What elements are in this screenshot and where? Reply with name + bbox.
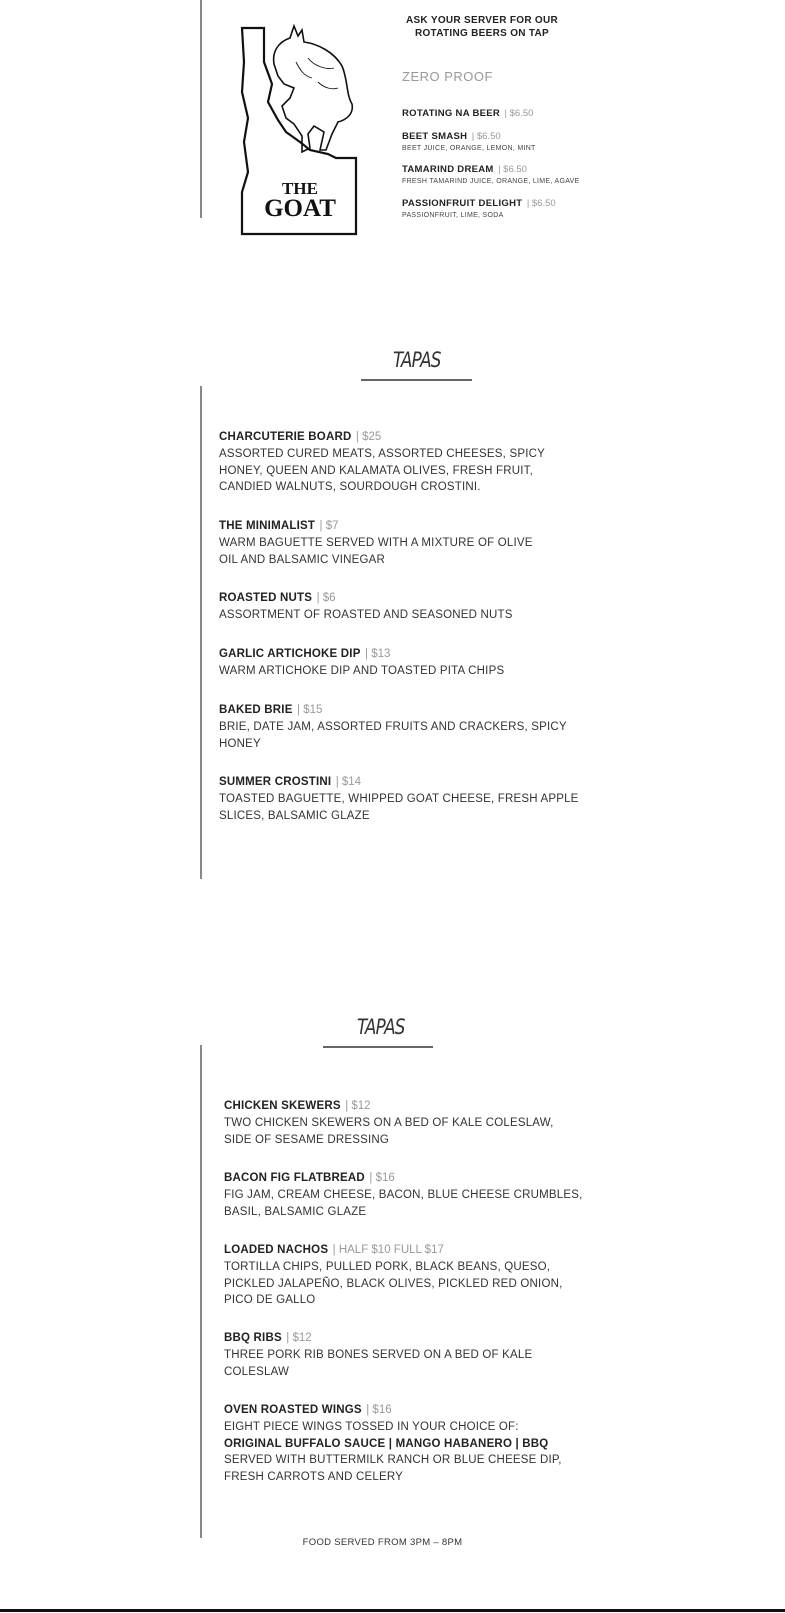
desc-line: HONEY [219, 737, 261, 750]
zero-proof-item-price: | $6.50 [526, 198, 556, 209]
desc-line: THREE PORK RIB BONES SERVED ON A BED OF KALE [224, 1349, 533, 1361]
menu-item-price: | $12 [286, 1332, 312, 1344]
logo-line-goat: GOAT [264, 195, 336, 222]
menu-item-price: | $25 [355, 431, 382, 443]
menu-item-name: CHICKEN SKEWERS [224, 1100, 341, 1112]
desc-line: SIDE OF SESAME DRESSING [224, 1133, 389, 1146]
tapas-divider-line [200, 1045, 202, 1538]
logo-line-the: THE [282, 179, 318, 198]
menu-item-desc [219, 791, 579, 824]
menu-item-name: GARLIC ARTICHOKE DIP [219, 648, 361, 660]
desc-line: WARM ARTICHOKE DIP AND TOASTED PITA CHIPS [219, 665, 505, 677]
the-goat-logo [238, 22, 368, 236]
menu-item-desc [224, 1259, 584, 1309]
menu-item-desc [219, 663, 579, 680]
menu-item [224, 1168, 584, 1220]
menu-item-price: | $6 [316, 592, 336, 604]
desc-line: TOASTED BAGUETTE, WHIPPED GOAT CHEESE, FRESH APPLE [219, 793, 579, 805]
menu-item [224, 1400, 604, 1485]
tapas-heading: TAPAS [357, 1015, 405, 1039]
desc-line: TORTILLA CHIPS, PULLED PORK, BLACK BEANS, QUESO, [224, 1261, 551, 1273]
zero-proof-item-price: | $6.50 [471, 131, 501, 142]
menu-item-desc [219, 719, 579, 752]
sauce-choices: ORIGINAL BUFFALO SAUCE | MANGO HABANERO | BBQ [224, 1437, 549, 1450]
menu-item-desc [219, 607, 579, 624]
desc-line: PICKLED JALAPEÑO, BLACK OLIVES, PICKLED RED ONION, [224, 1277, 563, 1290]
menu-item-price: | $12 [345, 1100, 371, 1112]
menu-item-desc [224, 1452, 604, 1485]
menu-item-name: LOADED NACHOS [224, 1244, 329, 1256]
desc-line: BRIE, DATE JAM, ASSORTED FRUITS AND CRACKERS, SPICY [219, 721, 567, 733]
desc-line: FRESH CARROTS AND CELERY [224, 1470, 404, 1483]
menu-item-name: BACON FIG FLATBREAD [224, 1172, 365, 1184]
desc-line: COLESLAW [224, 1365, 290, 1378]
menu-item-name: SUMMER CROSTINI [219, 776, 332, 788]
bottom-border [0, 1609, 785, 1612]
menu-item-price: | $15 [297, 704, 323, 716]
zero-proof-item-name: BEET SMASH [402, 131, 468, 142]
menu-item [219, 700, 579, 752]
menu-item-desc [219, 535, 579, 568]
food-hours-note: FOOD SERVED FROM 3PM – 8PM [302, 1537, 463, 1548]
menu-item-name: OVEN ROASTED WINGS [224, 1404, 362, 1416]
zero-proof-heading: ZERO PROOF [402, 69, 493, 84]
menu-item-name: THE MINIMALIST [219, 520, 316, 532]
zero-proof-item [402, 126, 536, 152]
desc-line: CANDIED WALNUTS, SOURDOUGH CROSTINI. [219, 481, 481, 493]
menu-item-name: CHARCUTERIE BOARD [219, 431, 352, 443]
menu-item-price: | HALF $10 FULL $17 [332, 1244, 444, 1256]
menu-item [219, 588, 579, 624]
desc-line: OIL AND BALSAMIC VINEGAR [219, 553, 386, 566]
rotating-beers-line-1: ASK YOUR SERVER FOR OUR [405, 15, 559, 26]
zero-proof-item-desc: BEET JUICE, ORANGE, LEMON, MINT [402, 145, 536, 152]
zero-proof-item [402, 159, 580, 185]
zero-proof-item [402, 193, 556, 219]
menu-item-desc [219, 446, 579, 496]
menu-item-name: BBQ RIBS [224, 1332, 282, 1344]
menu-item-price: | $7 [319, 520, 339, 532]
zero-proof-item-desc: PASSIONFRUIT, LIME, SODA [402, 212, 504, 219]
desc-line: HONEY, QUEEN AND KALAMATA OLIVES, FRESH FRUIT, [219, 464, 534, 477]
menu-item-name: BAKED BRIE [219, 704, 293, 716]
desc-line: BASIL, BALSAMIC GLAZE [224, 1205, 367, 1218]
rotating-beers-line-2: ROTATING BEERS ON TAP [414, 28, 550, 39]
tapas-divider-line [200, 386, 202, 879]
desc-line: SERVED WITH BUTTERMILK RANCH OR BLUE CHEESE DIP, [224, 1454, 562, 1466]
desc-line: SLICES, BALSAMIC GLAZE [219, 809, 370, 822]
menu-item [219, 516, 579, 568]
menu-item-price: | $16 [366, 1404, 392, 1416]
menu-item-name: ROASTED NUTS [219, 592, 313, 604]
menu-item-desc [224, 1187, 584, 1220]
desc-line: PICO DE GALLO [224, 1294, 316, 1306]
menu-item-price: | $13 [365, 648, 391, 660]
top-divider-line [200, 0, 202, 218]
zero-proof-item-name: ROTATING NA BEER [402, 108, 501, 119]
desc-line: WARM BAGUETTE SERVED WITH A MIXTURE OF OLIVE [219, 537, 533, 549]
menu-item [219, 772, 579, 824]
tapas-heading-rule [361, 379, 472, 381]
menu-item-price: | $14 [335, 776, 362, 788]
desc-line: ASSORTMENT OF ROASTED AND SEASONED NUTS [219, 609, 513, 621]
desc-line: ASSORTED CURED MEATS, ASSORTED CHEESES, SPICY [219, 448, 545, 460]
rotating-beers-note [392, 14, 572, 40]
zero-proof-item-price: | $6.50 [498, 164, 527, 175]
idaho-goat-icon [238, 22, 368, 236]
desc-line: EIGHT PIECE WINGS TOSSED IN YOUR CHOICE OF: [224, 1421, 519, 1433]
menu-item [224, 1328, 584, 1380]
menu-item-desc [224, 1115, 584, 1148]
menu-item-desc [224, 1419, 604, 1436]
menu-item [224, 1096, 584, 1148]
zero-proof-item [402, 103, 533, 121]
menu-item [219, 644, 579, 680]
zero-proof-item-name: PASSIONFRUIT DELIGHT [402, 198, 523, 209]
desc-line: TWO CHICKEN SKEWERS ON A BED OF KALE COLESLAW, [224, 1117, 554, 1129]
desc-line: FIG JAM, CREAM CHEESE, BACON, BLUE CHEESE CRUMBLES, [224, 1189, 583, 1201]
menu-item-desc [224, 1347, 584, 1380]
zero-proof-item-name: TAMARIND DREAM [402, 164, 494, 175]
menu-item [224, 1240, 584, 1309]
tapas-heading-rule [323, 1046, 433, 1048]
zero-proof-item-desc: FRESH TAMARIND JUICE, ORANGE, LIME, AGAVE [402, 178, 580, 185]
menu-item-price: | $16 [369, 1172, 395, 1184]
zero-proof-item-price: | $6.50 [504, 108, 534, 119]
tapas-heading: TAPAS [393, 348, 441, 372]
menu-item [219, 427, 579, 496]
